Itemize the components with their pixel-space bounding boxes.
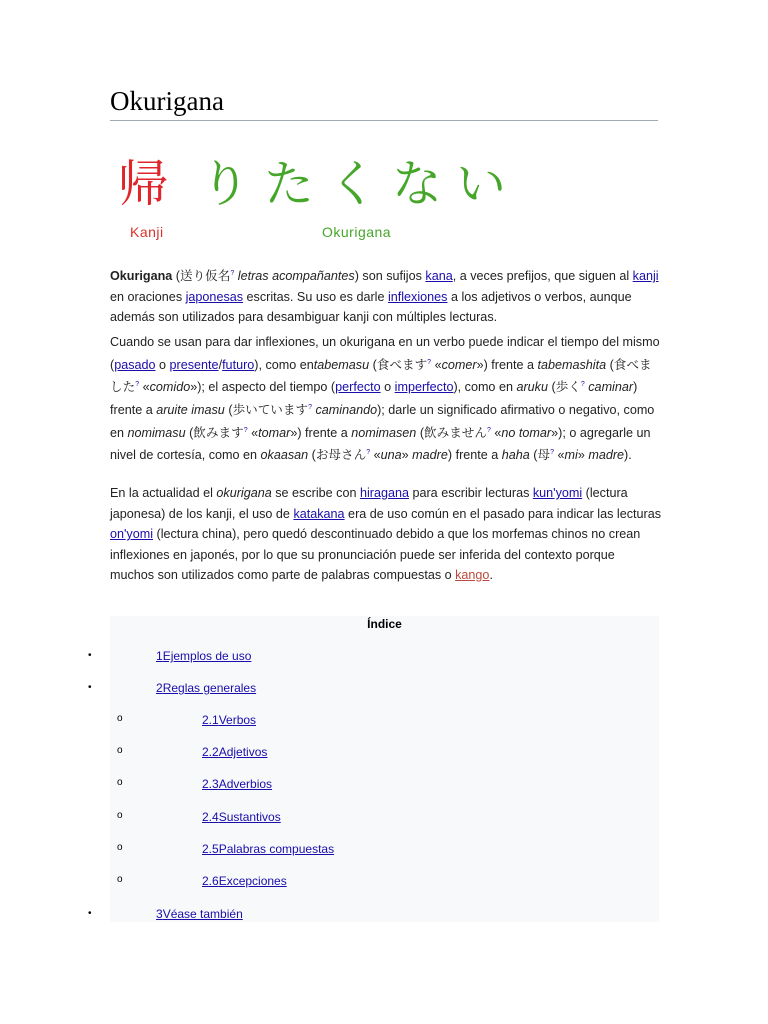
link-japonesas[interactable]: japonesas: [185, 289, 244, 304]
link-pasado[interactable]: pasado: [114, 357, 156, 372]
toc-item-ejemplos-de-uso[interactable]: 1Ejemplos de uso: [156, 649, 252, 663]
toc-item-verbos[interactable]: 2.1Verbos: [202, 713, 257, 727]
page-title: Okurigana: [110, 86, 658, 121]
intro-paragraph: Okurigana (送り仮名? letras acompañantes) son sufijos kana, a veces prefijos, que siguen al kanji en oraciones japonesas escritas. Su uso es darle inflexiones a los adjetivos o verbos, aunque además son utilizados para desambiguar kanji con múltiples lecturas.: [110, 269, 659, 325]
link-katakana[interactable]: katakana: [293, 506, 345, 521]
help-link[interactable]: ?: [487, 426, 491, 434]
inflection-paragraph: Cuando se usan para dar inflexiones, un okurigana en un verbo puede indicar el tiempo del mismo (pasado o presente/futuro), como entabemasu (食べます? «comer») frente a tabemashita (食べました? «comido»); el aspecto del tiempo (perfecto o imperfecto), como en aruku (歩く? caminar) frente a aruite imasu (歩いています? caminando); darle un significado afirmativo o negativo, como en nomimasu (飲みます? «tomar») frente a nomimasen (飲みません? «no tomar»); o agregarle un nivel de cortesía, como en okaasan (お母さん? «una» madre) frente a haha (母? «mi» madre).: [110, 335, 660, 463]
help-link[interactable]: ?: [243, 426, 248, 434]
link-imperfecto[interactable]: imperfecto: [394, 380, 454, 395]
kanji-character: 帰: [118, 155, 168, 213]
link-kango[interactable]: kango: [455, 568, 490, 582]
toc-item-palabras-compuestas[interactable]: 2.5Palabras compuestas: [202, 842, 335, 856]
toc-item-reglas-generales[interactable]: 2Reglas generales: [156, 681, 257, 695]
link-futuro[interactable]: futuro: [222, 357, 255, 372]
toc-subbullet: o: [117, 745, 123, 756]
toc-bullet: •: [88, 908, 92, 919]
toc-item-excepciones[interactable]: 2.6Excepciones: [202, 874, 287, 888]
help-link[interactable]: ?: [366, 449, 371, 457]
help-link[interactable]: ?: [230, 270, 235, 277]
toc-bullet: •: [88, 650, 92, 661]
link-perfecto[interactable]: perfecto: [335, 380, 381, 395]
label-kanji: Kanji: [130, 224, 164, 240]
toc-item-adjetivos[interactable]: 2.2Adjetivos: [202, 745, 268, 759]
toc-subbullet: o: [117, 842, 123, 853]
toc-bullet: •: [88, 682, 92, 693]
toc-item-vease-tambien[interactable]: 3Véase también: [156, 907, 243, 921]
link-kanji[interactable]: kanji: [632, 269, 659, 284]
link-kunyomi[interactable]: kun'yomi: [532, 486, 583, 500]
link-presente[interactable]: presente: [169, 357, 219, 372]
toc-title: Índice: [367, 617, 402, 631]
toc-subbullet: o: [117, 874, 123, 885]
toc-item-adverbios[interactable]: 2.3Adverbios: [202, 777, 273, 791]
help-link[interactable]: ?: [427, 358, 432, 366]
help-link[interactable]: ?: [308, 403, 312, 411]
toc-subbullet: o: [117, 713, 123, 724]
link-kana[interactable]: kana: [425, 269, 453, 284]
help-link[interactable]: ?: [580, 381, 585, 389]
help-link[interactable]: ?: [550, 449, 555, 457]
toc-subbullet: o: [117, 810, 123, 821]
label-okurigana: Okurigana: [322, 224, 392, 240]
link-onyomi[interactable]: on'yomi: [110, 527, 154, 541]
toc-subbullet: o: [117, 777, 123, 788]
link-inflexiones[interactable]: inflexiones: [387, 289, 448, 304]
okurigana-illustration: [110, 148, 550, 248]
help-link[interactable]: ?: [135, 381, 140, 389]
link-hiragana[interactable]: hiragana: [359, 486, 409, 500]
current-usage-paragraph: En la actualidad el okurigana se escribe con hiragana para escribir lecturas kun'yomi (lectura japonesa) de los kanji, el uso de katakana era de uso común en el pasado para indicar las lecturas on'yomi (lectura china), pero quedó descontinuado debido a que los morfemas chinos no crean inflexiones en japonés, por lo que su pronunciación puede ser inferida del contexto porque muchos son utilizados como parte de palabras compuestas o kango.: [110, 486, 661, 582]
okurigana-characters: りたくない: [200, 155, 520, 213]
toc-item-sustantivos[interactable]: 2.4Sustantivos: [202, 810, 281, 824]
